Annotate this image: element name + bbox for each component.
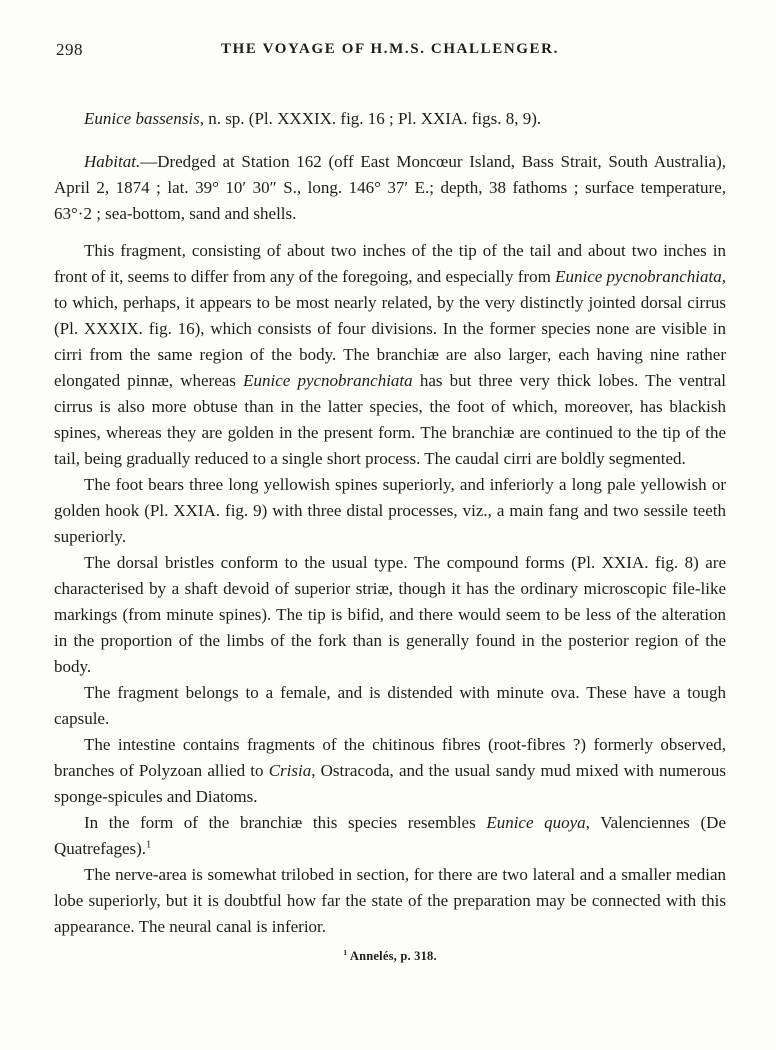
text-segment: The intestine contains fragments of the chitinous fibres (root-fibres ?) formerly observed, branches of Polyzoan allied to [54, 735, 726, 780]
text-segment: , Valenciennes (De Quatrefages). [54, 813, 726, 858]
page-body [54, 106, 726, 940]
text-segment: The nerve-area is somewhat trilobed in section, for there are two lateral and a smaller median lobe superiorly, but it is doubtful how far the state of the preparation may be connected with this appearance. The neural canal is inferior. [54, 865, 726, 936]
footnote-text: Annelés, p. 318. [347, 949, 437, 963]
footnote-reference: 1 [146, 839, 152, 851]
dorsal-bristles-paragraph [54, 550, 726, 680]
footnote [54, 949, 726, 964]
foot-spines-paragraph [54, 472, 726, 550]
text-segment: —Dredged at Station 162 (off East Moncœur Island, Bass Strait, South Australia), April 2, 1874 ; lat. 39° 10′ 30″ S., long. 146° 37′ E.; depth, 38 fathoms ; surface temperature, 63°·2 ; sea-bottom, sand and shells. [54, 152, 726, 223]
branchiae-resemblance-paragraph [54, 810, 726, 862]
description-paragraph [54, 238, 726, 472]
text-segment: The foot bears three long yellowish spines superiorly, and inferiorly a long pale yellowish or golden hook (Pl. XXIA. fig. 9) with three distal processes, viz., a main fang and two sessile teeth superiorly. [54, 475, 726, 546]
text-segment: This fragment, consisting of about two inches of the tip of the tail and about two inches in front of it, seems to differ from any of the foregoing, and especially from [54, 241, 726, 286]
species-name-italic: Eunice bassensis [84, 109, 200, 128]
text-segment: The fragment belongs to a female, and is distended with minute ova. These have a tough capsule. [54, 683, 726, 728]
habitat-paragraph [54, 149, 726, 227]
species-name-italic: Eunice pycnobranchiata [555, 267, 722, 286]
running-title: THE VOYAGE OF H.M.S. CHALLENGER. [221, 41, 559, 57]
species-name-italic: Eunice pycnobranchiata [243, 371, 413, 390]
habitat-label-italic: Habitat. [84, 152, 141, 171]
page-header [54, 40, 726, 62]
nerve-area-paragraph [54, 862, 726, 940]
genus-name-italic: Crisia [268, 761, 312, 780]
page-number: 298 [56, 40, 83, 59]
female-ova-paragraph [54, 680, 726, 732]
text-segment: , Ostracoda, and the usual sandy mud mixed with numerous sponge-spicules and Diatoms. [54, 761, 727, 806]
text-segment: , n. sp. (Pl. XXXIX. fig. 16 ; Pl. XXIA. figs. 8, 9). [199, 109, 542, 128]
text-segment: In the form of the branchiæ this species resembles [84, 813, 487, 832]
text-segment: , to which, perhaps, it appears to be most nearly related, by the very distinctly jointed dorsal cirrus (Pl. XXXIX. fig. 16), which consists of four divisions. In the former species none are visible in cirri from the same region of the body. The branchiæ are also larger, each having nine rather elongated pinnæ, whereas [54, 267, 726, 390]
species-name-italic: Eunice quoya [486, 813, 586, 832]
footnote-marker: 1 [343, 947, 348, 957]
species-heading [54, 106, 726, 132]
text-segment: has but three very thick lobes. The ventral cirrus is also more obtuse than in the latter species, the foot of which, moreover, has blackish spines, whereas they are golden in the present form. The branchiæ are continued to the tip of the tail, being gradually reduced to a single short process. The caudal cirri are boldly segmented. [54, 371, 726, 468]
intestine-paragraph [54, 732, 726, 810]
text-segment: The dorsal bristles conform to the usual type. The compound forms (Pl. XXIA. fig. 8) are characterised by a shaft devoid of superior striæ, though it has the ordinary microscopic file-like markings (from minute spines). The tip is bifid, and there would seem to be less of the alteration in the proportion of the limbs of the fork than is generally found in the posterior region of the body. [54, 553, 726, 676]
